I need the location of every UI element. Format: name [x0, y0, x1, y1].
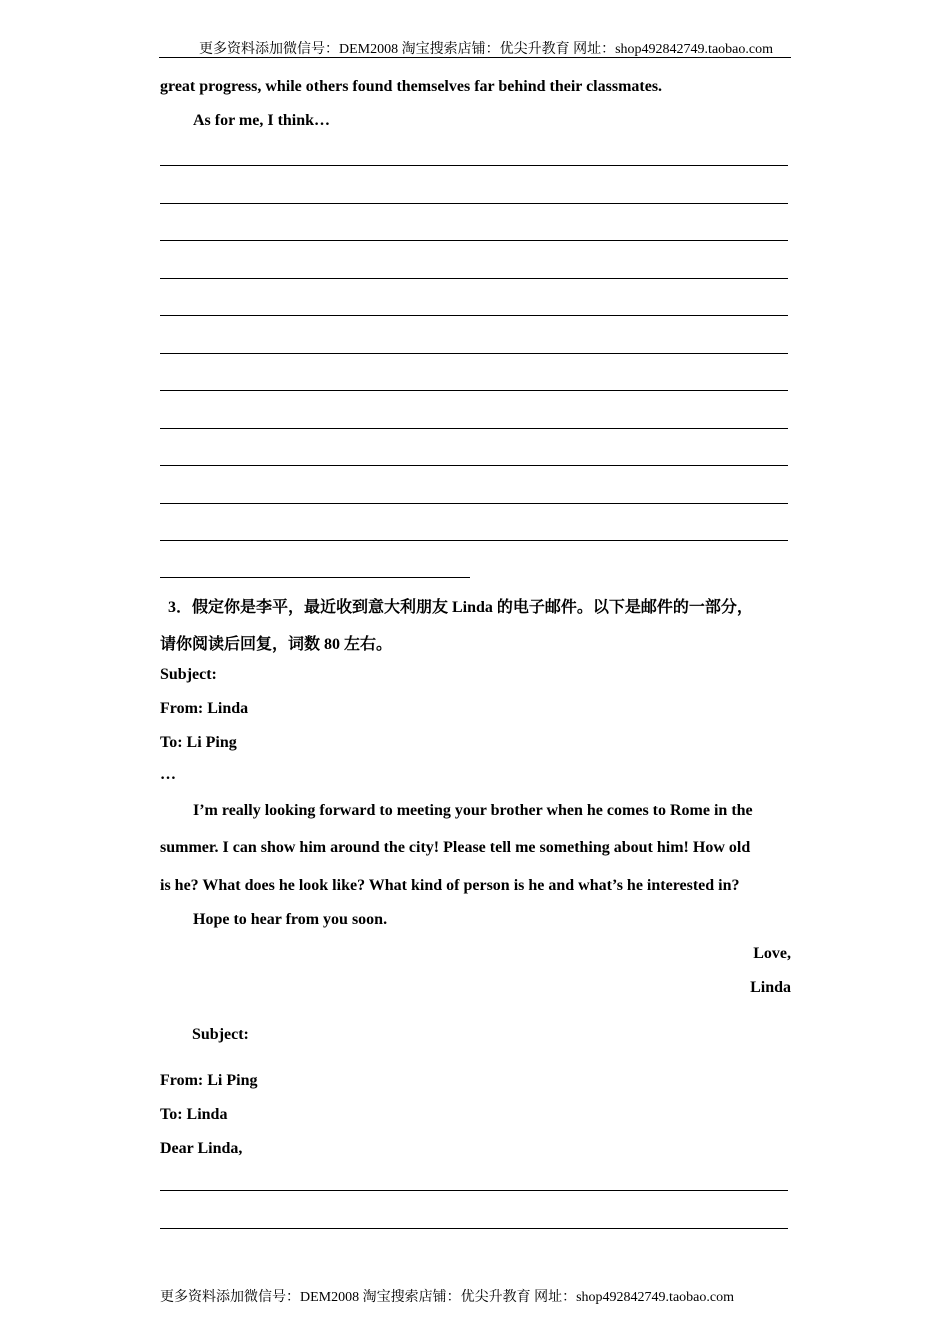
- answer-line[interactable]: [160, 165, 788, 166]
- email-body-line-1: I’m really looking forward to meeting your brother when he comes to Rome in the: [193, 802, 753, 819]
- email-ellipsis: …: [160, 766, 176, 783]
- answer-line-short[interactable]: [160, 577, 470, 578]
- answer-line[interactable]: [160, 465, 788, 466]
- question-3-prompt-line-2: 请你阅读后回复，词数 80 左右。: [160, 636, 393, 653]
- reply-answer-line[interactable]: [160, 1190, 788, 1191]
- reply-to: To: Linda: [160, 1106, 228, 1123]
- email-closing: Hope to hear from you soon.: [193, 911, 388, 928]
- answer-line[interactable]: [160, 353, 788, 354]
- email-signoff: Love,: [753, 945, 791, 962]
- email-body-line-3: is he? What does he look like? What kind of person is he and what’s he interested in?: [160, 877, 740, 894]
- email-body-line-2: summer. I can show him around the city! Please tell me something about him! How old: [160, 839, 751, 856]
- answer-line[interactable]: [160, 315, 788, 316]
- reply-answer-line[interactable]: [160, 1228, 788, 1229]
- page-header: 更多资料添加微信号：DEM2008 淘宝搜索店铺：优尖升教育 网址：shop492842749.taobao.com: [199, 42, 773, 57]
- email-subject: Subject:: [160, 666, 217, 683]
- answer-line[interactable]: [160, 540, 788, 541]
- header-divider: [159, 57, 791, 58]
- answer-line[interactable]: [160, 240, 788, 241]
- reply-from: From: Li Ping: [160, 1072, 258, 1089]
- continuation-line-2: As for me, I think…: [193, 112, 331, 129]
- question-3-prompt-line-1: 3．假定你是李平，最近收到意大利朋友 Linda 的电子邮件。以下是邮件的一部分，: [168, 599, 753, 616]
- answer-line[interactable]: [160, 203, 788, 204]
- answer-line[interactable]: [160, 428, 788, 429]
- reply-greeting: Dear Linda,: [160, 1140, 243, 1157]
- reply-subject: Subject:: [192, 1026, 249, 1043]
- answer-line[interactable]: [160, 503, 788, 504]
- answer-line[interactable]: [160, 390, 788, 391]
- email-to: To: Li Ping: [160, 734, 237, 751]
- email-signature: Linda: [750, 979, 791, 996]
- continuation-line-1: great progress, while others found themselves far behind their classmates.: [160, 78, 663, 95]
- email-from: From: Linda: [160, 700, 249, 717]
- page-footer: 更多资料添加微信号：DEM2008 淘宝搜索店铺：优尖升教育 网址：shop492842749.taobao.com: [160, 1290, 734, 1305]
- answer-line[interactable]: [160, 278, 788, 279]
